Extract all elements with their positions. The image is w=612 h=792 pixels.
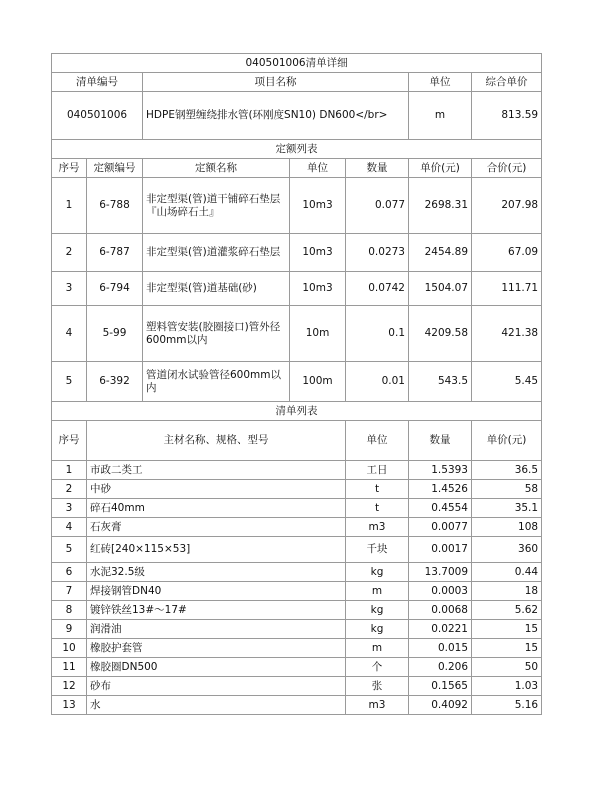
- material-row: [52, 658, 542, 677]
- material-unit: m3: [346, 518, 409, 537]
- quota-name: 非定型渠(管)道干铺碎石垫层『山场碎石土』: [143, 178, 290, 234]
- quota-no: 5: [52, 362, 87, 402]
- material-price: 5.62: [472, 601, 542, 620]
- materials-col-header: 数量: [409, 421, 472, 461]
- material-price: 15: [472, 620, 542, 639]
- material-no: 9: [52, 620, 87, 639]
- material-qty: 0.0077: [409, 518, 472, 537]
- material-unit: 个: [346, 658, 409, 677]
- materials-col-header: 单价(元): [472, 421, 542, 461]
- materials-header-row: [52, 421, 542, 461]
- quota-col-header: 单价(元): [409, 159, 472, 178]
- quota-col-header: 数量: [346, 159, 409, 178]
- material-price: 36.5: [472, 461, 542, 480]
- quota-unit: 10m3: [290, 272, 346, 306]
- material-qty: 0.0017: [409, 537, 472, 563]
- material-price: 35.1: [472, 499, 542, 518]
- material-name: 焊接钢管DN40: [87, 582, 346, 601]
- material-price: 18: [472, 582, 542, 601]
- quota-unit: 100m: [290, 362, 346, 402]
- material-price: 58: [472, 480, 542, 499]
- quota-no: 1: [52, 178, 87, 234]
- material-unit: 工日: [346, 461, 409, 480]
- quota-col-header: 合价(元): [472, 159, 542, 178]
- quota-row: [52, 362, 542, 402]
- material-qty: 0.0221: [409, 620, 472, 639]
- material-qty: 0.4554: [409, 499, 472, 518]
- item-code: 040501006: [52, 92, 143, 140]
- material-no: 5: [52, 537, 87, 563]
- quota-name: 非定型渠(管)道基础(砂): [143, 272, 290, 306]
- material-row: [52, 563, 542, 582]
- material-name: 镀锌铁丝13#～17#: [87, 601, 346, 620]
- quota-total: 421.38: [472, 306, 542, 362]
- material-price: 5.16: [472, 696, 542, 715]
- quota-total: 111.71: [472, 272, 542, 306]
- material-name: 石灰膏: [87, 518, 346, 537]
- material-unit: m3: [346, 696, 409, 715]
- material-name: 橡胶护套管: [87, 639, 346, 658]
- material-no: 11: [52, 658, 87, 677]
- material-qty: 13.7009: [409, 563, 472, 582]
- material-unit: kg: [346, 601, 409, 620]
- material-no: 1: [52, 461, 87, 480]
- material-unit: kg: [346, 563, 409, 582]
- bill-detail-table: [51, 53, 542, 715]
- quota-no: 4: [52, 306, 87, 362]
- quota-name: 非定型渠(管)道灌浆碎石垫层: [143, 234, 290, 272]
- material-price: 108: [472, 518, 542, 537]
- name-header: 项目名称: [143, 73, 409, 92]
- item-unit: m: [409, 92, 472, 140]
- quota-header-row: [52, 159, 542, 178]
- unit-header: 单位: [409, 73, 472, 92]
- material-qty: 0.0068: [409, 601, 472, 620]
- material-name: 砂布: [87, 677, 346, 696]
- material-row: [52, 620, 542, 639]
- quota-qty: 0.077: [346, 178, 409, 234]
- material-unit: 千块: [346, 537, 409, 563]
- material-price: 15: [472, 639, 542, 658]
- price-header: 综合单价: [472, 73, 542, 92]
- material-no: 3: [52, 499, 87, 518]
- material-name: 碎石40mm: [87, 499, 346, 518]
- quota-no: 3: [52, 272, 87, 306]
- quota-section-title: 定额列表: [52, 140, 542, 159]
- item-name: HDPE钢塑缠绕排水管(环刚度SN10) DN600</br>: [143, 92, 409, 140]
- quota-row: [52, 272, 542, 306]
- material-qty: 0.206: [409, 658, 472, 677]
- quota-code: 6-392: [87, 362, 143, 402]
- material-price: 1.03: [472, 677, 542, 696]
- material-name: 润滑油: [87, 620, 346, 639]
- material-name: 水: [87, 696, 346, 715]
- material-no: 2: [52, 480, 87, 499]
- quota-price: 1504.07: [409, 272, 472, 306]
- quota-unit: 10m: [290, 306, 346, 362]
- material-no: 12: [52, 677, 87, 696]
- quota-col-header: 定额编号: [87, 159, 143, 178]
- material-row: [52, 461, 542, 480]
- quota-qty: 0.0273: [346, 234, 409, 272]
- material-name: 市政二类工: [87, 461, 346, 480]
- material-unit: kg: [346, 620, 409, 639]
- quota-price: 543.5: [409, 362, 472, 402]
- quota-qty: 0.01: [346, 362, 409, 402]
- quota-no: 2: [52, 234, 87, 272]
- quota-col-header: 序号: [52, 159, 87, 178]
- quota-total: 67.09: [472, 234, 542, 272]
- item-price: 813.59: [472, 92, 542, 140]
- material-qty: 0.1565: [409, 677, 472, 696]
- code-header: 清单编号: [52, 73, 143, 92]
- quota-price: 2698.31: [409, 178, 472, 234]
- quota-name: 塑料管安装(胶圈接口)管外径600mm以内: [143, 306, 290, 362]
- quota-price: 4209.58: [409, 306, 472, 362]
- material-no: 4: [52, 518, 87, 537]
- quota-total: 207.98: [472, 178, 542, 234]
- material-qty: 0.4092: [409, 696, 472, 715]
- quota-row: [52, 234, 542, 272]
- material-no: 10: [52, 639, 87, 658]
- quota-price: 2454.89: [409, 234, 472, 272]
- quota-code: 6-788: [87, 178, 143, 234]
- material-row: [52, 499, 542, 518]
- material-name: 红砖[240×115×53]: [87, 537, 346, 563]
- material-qty: 1.5393: [409, 461, 472, 480]
- quota-qty: 0.1: [346, 306, 409, 362]
- quota-code: 6-787: [87, 234, 143, 272]
- quota-row: [52, 306, 542, 362]
- material-row: [52, 677, 542, 696]
- page-title: 040501006清单详细: [52, 54, 542, 73]
- material-row: [52, 537, 542, 563]
- material-unit: t: [346, 499, 409, 518]
- material-row: [52, 696, 542, 715]
- material-row: [52, 582, 542, 601]
- material-no: 7: [52, 582, 87, 601]
- material-no: 8: [52, 601, 87, 620]
- material-row: [52, 639, 542, 658]
- material-price: 50: [472, 658, 542, 677]
- material-name: 中砂: [87, 480, 346, 499]
- quota-col-header: 定额名称: [143, 159, 290, 178]
- material-unit: 张: [346, 677, 409, 696]
- material-price: 360: [472, 537, 542, 563]
- quota-qty: 0.0742: [346, 272, 409, 306]
- material-no: 6: [52, 563, 87, 582]
- material-unit: m: [346, 582, 409, 601]
- quota-code: 6-794: [87, 272, 143, 306]
- material-row: [52, 518, 542, 537]
- quota-name: 管道闭水试验管径600mm以内: [143, 362, 290, 402]
- material-row: [52, 480, 542, 499]
- quota-unit: 10m3: [290, 178, 346, 234]
- materials-section-title: 清单列表: [52, 402, 542, 421]
- material-unit: m: [346, 639, 409, 658]
- material-name: 橡胶圈DN500: [87, 658, 346, 677]
- quota-total: 5.45: [472, 362, 542, 402]
- materials-col-header: 序号: [52, 421, 87, 461]
- material-qty: 0.015: [409, 639, 472, 658]
- materials-col-header: 单位: [346, 421, 409, 461]
- quota-unit: 10m3: [290, 234, 346, 272]
- quota-code: 5-99: [87, 306, 143, 362]
- material-unit: t: [346, 480, 409, 499]
- material-no: 13: [52, 696, 87, 715]
- quota-col-header: 单位: [290, 159, 346, 178]
- material-row: [52, 601, 542, 620]
- quota-row: [52, 178, 542, 234]
- material-qty: 1.4526: [409, 480, 472, 499]
- material-price: 0.44: [472, 563, 542, 582]
- material-name: 水泥32.5级: [87, 563, 346, 582]
- materials-col-header: 主材名称、规格、型号: [87, 421, 346, 461]
- material-qty: 0.0003: [409, 582, 472, 601]
